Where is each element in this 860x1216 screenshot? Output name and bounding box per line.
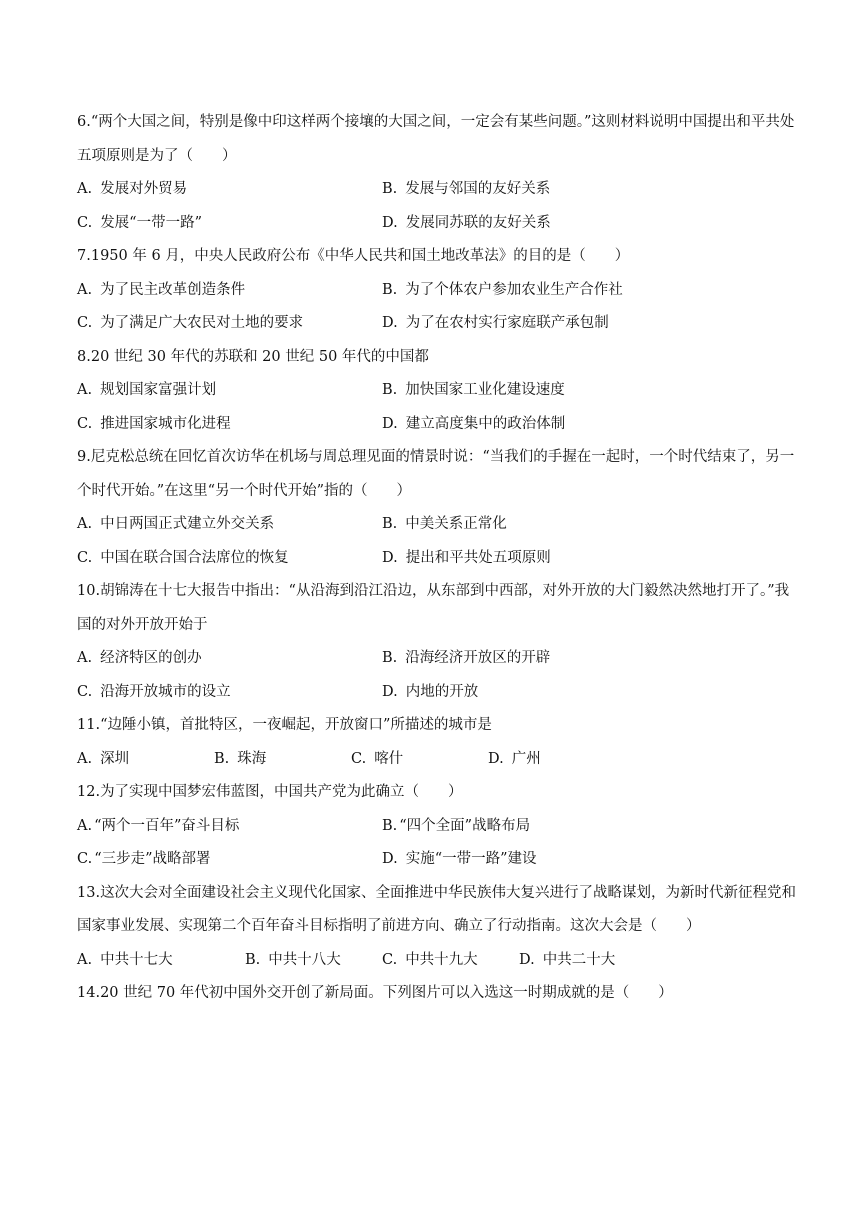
option-text: 规划国家富强计划 — [100, 382, 217, 398]
option-d[interactable] — [488, 743, 625, 777]
option-c[interactable] — [77, 307, 382, 341]
option-b[interactable] — [382, 810, 687, 844]
option-text: 经济特区的创办 — [100, 650, 202, 666]
option-text: 发展对外贸易 — [100, 181, 188, 197]
option-text: 实施“一带一路”建设 — [405, 851, 537, 867]
options-row — [77, 843, 797, 877]
question-text: 1950 年 6 月，中央人民政府公布《中华人民共和国土地改革法》的目的是（ ） — [90, 248, 630, 264]
option-text: 为了民主改革创造条件 — [100, 281, 246, 298]
option-text: 中日两国正式建立外交关系 — [100, 516, 275, 532]
option-text: 中共二十大 — [542, 951, 616, 968]
option-letter: D. — [382, 549, 398, 566]
option-letter: B. — [214, 750, 230, 767]
option-letter: A. — [77, 181, 93, 197]
option-text: 沿海开放城市的设立 — [100, 683, 231, 700]
option-a[interactable] — [77, 374, 382, 408]
options-row — [77, 743, 797, 777]
option-letter: A. — [77, 516, 93, 532]
option-letter: C. — [77, 851, 93, 867]
question-stem — [77, 877, 797, 944]
option-text: 为了个体农户参加农业生产合作社 — [405, 281, 623, 298]
option-letter: A. — [77, 281, 93, 298]
option-text: 加快国家工业化建设速度 — [405, 382, 565, 398]
option-a[interactable] — [77, 173, 382, 207]
question-13 — [77, 877, 797, 978]
question-stem — [77, 709, 797, 743]
question-number: 14. — [77, 985, 101, 1001]
option-d[interactable] — [382, 676, 687, 710]
option-a[interactable] — [77, 810, 382, 844]
question-stem — [77, 106, 797, 173]
option-letter: C. — [77, 315, 93, 331]
option-text: 推进国家城市化进程 — [100, 415, 231, 432]
option-b[interactable] — [382, 374, 687, 408]
option-d[interactable] — [519, 944, 656, 978]
option-c[interactable] — [351, 743, 488, 777]
question-stem — [77, 240, 797, 274]
option-a[interactable] — [77, 944, 245, 978]
option-c[interactable] — [77, 408, 382, 442]
option-text: 喀什 — [374, 750, 404, 767]
question-stem — [77, 575, 797, 642]
option-c[interactable] — [77, 676, 382, 710]
option-letter: A. — [77, 817, 93, 834]
option-text: 广州 — [511, 750, 541, 767]
option-letter: C. — [382, 951, 398, 968]
option-text: 建立高度集中的政治体制 — [405, 415, 566, 432]
option-b[interactable] — [382, 274, 687, 308]
option-letter: C. — [351, 750, 367, 767]
option-letter: A. — [77, 750, 93, 767]
question-9 — [77, 441, 797, 575]
options-row — [77, 408, 797, 442]
option-letter: C. — [77, 683, 93, 700]
option-letter: D. — [382, 214, 398, 231]
option-text: 发展同苏联的友好关系 — [405, 214, 551, 231]
option-b[interactable] — [245, 944, 382, 978]
question-text: 这次大会对全面建设社会主义现代化国家、全面推进中华民族伟大复兴进行了战略谋划，为新时代新征程党和国家事业发展、实现第二个百年奋斗目标指明了前进方向、确立了行动指南。这次大会是（ ） — [77, 884, 797, 934]
options-row — [77, 810, 797, 844]
option-letter: D. — [519, 951, 535, 968]
option-letter: B. — [382, 817, 398, 834]
options-row — [77, 307, 797, 341]
question-14 — [77, 977, 797, 1011]
option-letter: B. — [245, 951, 261, 968]
option-d[interactable] — [382, 307, 687, 341]
option-letter: B. — [382, 281, 398, 298]
question-number: 6. — [77, 114, 91, 130]
question-7 — [77, 240, 797, 341]
question-10 — [77, 575, 797, 709]
option-text: 深圳 — [100, 750, 130, 767]
question-text: 尼克松总统在回忆首次访华在机场与周总理见面的情景时说：“当我们的手握在一起时，一个时代结束了，另一个时代开始。”在这里“另一个时代开始”指的（ ） — [77, 449, 795, 499]
option-d[interactable] — [382, 207, 687, 241]
question-number: 9. — [77, 449, 91, 465]
option-a[interactable] — [77, 642, 382, 676]
option-a[interactable] — [77, 743, 214, 777]
option-b[interactable] — [382, 508, 687, 542]
question-number: 8. — [77, 348, 91, 365]
option-letter: D. — [382, 415, 398, 432]
option-c[interactable] — [77, 843, 382, 877]
question-number: 11. — [77, 717, 101, 733]
question-sheet — [77, 106, 797, 1011]
option-b[interactable] — [382, 173, 687, 207]
option-letter: B. — [382, 650, 398, 666]
question-text: 20 世纪 30 年代的苏联和 20 世纪 50 年代的中国都 — [90, 348, 429, 365]
options-row — [77, 173, 797, 207]
option-text: 珠海 — [237, 750, 267, 767]
option-letter: D. — [382, 315, 398, 331]
option-text: 内地的开放 — [405, 683, 479, 700]
option-b[interactable] — [214, 743, 351, 777]
options-row — [77, 508, 797, 542]
option-letter: A. — [77, 951, 93, 968]
option-text: 发展“一带一路” — [100, 214, 203, 231]
options-row — [77, 274, 797, 308]
question-text: “边陲小镇，首批特区，一夜崛起，开放窗口”所描述的城市是 — [100, 717, 492, 733]
question-text: 为了实现中国梦宏伟蓝图，中国共产党为此确立（ ） — [100, 784, 463, 800]
option-letter: A. — [77, 382, 93, 398]
option-d[interactable] — [382, 408, 687, 442]
question-text: 20 世纪 70 年代初中国外交开创了新局面。下列图片可以入选这一时期成就的是（ ） — [100, 985, 673, 1001]
question-8 — [77, 341, 797, 442]
option-text: 提出和平共处五项原则 — [405, 549, 551, 566]
question-text: “两个大国之间，特别是像中印这样两个接壤的大国之间，一定会有某些问题。”这则材料说明中国提出和平共处五项原则是为了（ ） — [77, 114, 795, 164]
option-text: 发展与邻国的友好关系 — [405, 181, 551, 197]
question-stem — [77, 776, 797, 810]
option-letter: D. — [382, 851, 398, 867]
option-text: 中国在联合国合法席位的恢复 — [100, 549, 289, 566]
option-d[interactable] — [382, 843, 687, 877]
options-row — [77, 374, 797, 408]
option-text: 为了满足广大农民对土地的要求 — [100, 315, 304, 331]
option-text: 为了在农村实行家庭联产承包制 — [405, 315, 609, 331]
question-6 — [77, 106, 797, 240]
options-row — [77, 642, 797, 676]
option-letter: B. — [382, 382, 398, 398]
option-text: “两个一百年”奋斗目标 — [94, 817, 240, 834]
option-text: 沿海经济开放区的开辟 — [405, 650, 551, 666]
question-stem — [77, 977, 797, 1011]
option-a[interactable] — [77, 274, 382, 308]
option-letter: A. — [77, 650, 93, 666]
question-stem — [77, 441, 797, 508]
option-text: 中共十七大 — [100, 951, 173, 968]
option-c[interactable] — [77, 207, 382, 241]
question-12 — [77, 776, 797, 877]
question-number: 12. — [77, 784, 101, 800]
question-stem — [77, 341, 797, 375]
option-text: 中共十八大 — [268, 951, 341, 968]
options-row — [77, 207, 797, 241]
option-a[interactable] — [77, 508, 382, 542]
option-text: 中美关系正常化 — [405, 516, 507, 532]
option-letter: B. — [382, 181, 398, 197]
option-letter: D. — [488, 750, 504, 767]
option-b[interactable] — [382, 642, 687, 676]
option-letter: C. — [77, 415, 93, 432]
question-text: 胡锦涛在十七大报告中指出：“从沿海到沿江沿边，从东部到中西部，对外开放的大门毅然决然地打开了。”我国的对外开放开始于 — [77, 583, 790, 633]
option-text: “四个全面”战略布局 — [399, 817, 531, 834]
options-row — [77, 676, 797, 710]
option-letter: C. — [77, 214, 93, 231]
option-c[interactable] — [382, 944, 519, 978]
option-c[interactable] — [77, 542, 382, 576]
option-letter: C. — [77, 549, 93, 566]
option-letter: B. — [382, 516, 398, 532]
option-text: “三步走”战略部署 — [94, 851, 211, 867]
option-letter: D. — [382, 683, 398, 700]
question-number: 10. — [77, 583, 101, 599]
question-number: 7. — [77, 248, 91, 264]
options-row — [77, 944, 797, 978]
question-number: 13. — [77, 884, 101, 901]
option-d[interactable] — [382, 542, 687, 576]
options-row — [77, 542, 797, 576]
question-11 — [77, 709, 797, 776]
option-text: 中共十九大 — [405, 951, 478, 968]
